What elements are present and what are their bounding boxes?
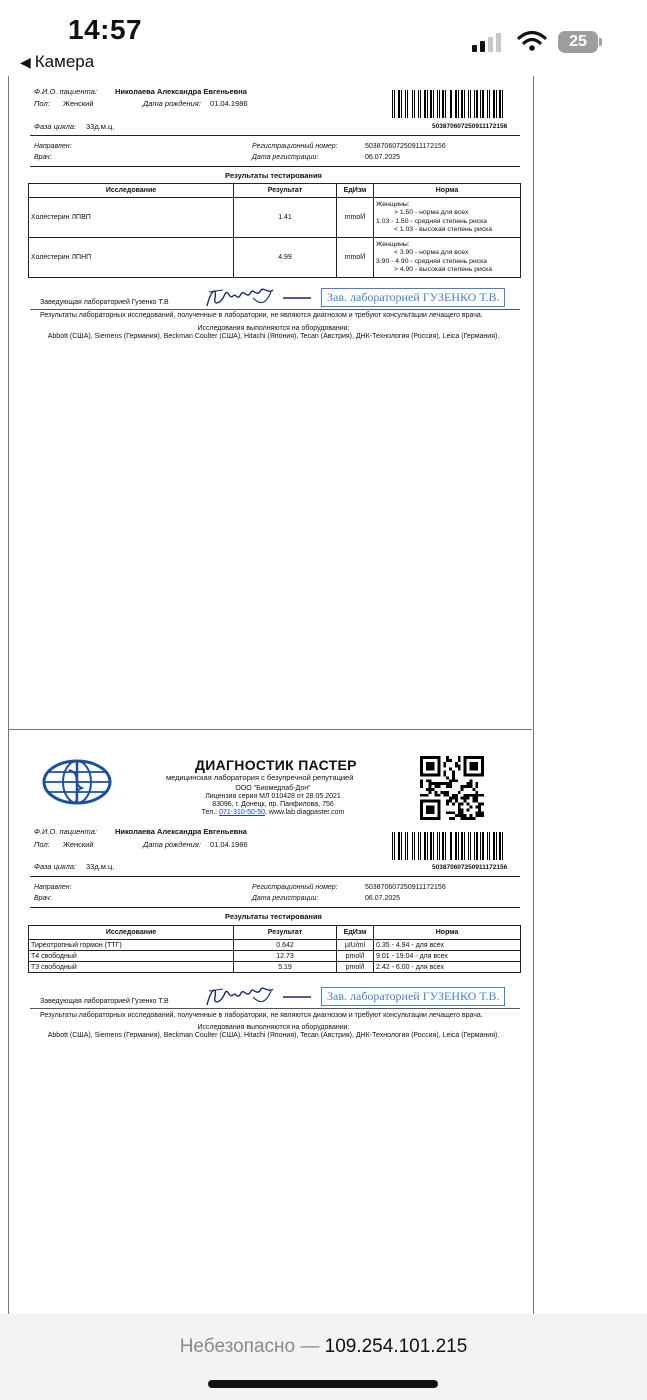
dob-value: 01.04.1986 [210, 840, 248, 849]
address-bar[interactable] [0, 1336, 647, 1358]
head-of-lab: Заведующая лабораторией Гузенко Т.В [40, 299, 169, 306]
divider [30, 1008, 520, 1009]
battery-icon: 25 [558, 31, 598, 53]
back-label: Камера [34, 52, 95, 71]
sex-label: Пол: [34, 99, 50, 108]
lab-site: , www.lab.diagpaster.com [265, 809, 345, 816]
results-table [28, 925, 521, 973]
cycle-value: 33д.м.ц. [86, 122, 115, 131]
signature-image [203, 983, 313, 1009]
barcode-number: 503870607250911172156 [432, 864, 508, 871]
table-row [29, 940, 521, 951]
tel-label: Тел.: [201, 809, 218, 816]
test-unit: pmol/l [337, 962, 374, 973]
col-norm: Норма [374, 184, 521, 198]
col-unit: ЕдИзм [337, 926, 374, 940]
dob-label: Дата рождения: [143, 99, 201, 108]
signature-image [203, 284, 313, 310]
stamp: Зав. лабораторией ГУЗЕНКО Т.В. [321, 987, 505, 1006]
head-of-lab: Заведующая лабораторией Гузенко Т.В [40, 998, 169, 1005]
reg-number-label: Регистрационный номер: [252, 884, 338, 891]
lab-address: 83096, г. Донецк, пр. Панфилова, 756 [212, 801, 334, 808]
referred-label: Направлен: [34, 884, 72, 891]
col-result: Результат [234, 926, 337, 940]
norm-line: < 1.03 - высокая степень риска [394, 226, 493, 233]
test-result: 4.99 [234, 238, 337, 278]
divider [30, 135, 520, 136]
norm-line: > 4.90 - высокая степень риска [394, 266, 493, 273]
col-unit: ЕдИзм [337, 184, 374, 198]
test-name: Тиреотропный гормон (ТТГ) [29, 940, 234, 951]
doctor-label: Врач: [34, 895, 52, 902]
equipment-list: Abbott (США), Siemens (Германия), Beckman Coulter (США), Hitachi (Япония), Tecan (Австрия), ДНК-Технология (Россия), Leica (Германия). [47, 1032, 500, 1039]
reg-number-label: Регистрационный номер: [252, 143, 338, 150]
test-unit: µIU/ml [337, 940, 374, 951]
test-name: Холестерин ЛПНП [29, 238, 234, 278]
lab-company: ООО "Биомедлаб-Дон" [235, 785, 311, 792]
test-norm [374, 238, 521, 278]
reg-date-label: Дата регистрации: [252, 895, 319, 902]
patient-label: Ф.И.О. пациента: [34, 87, 97, 96]
norm-line: 3.90 - 4.90 - средняя степень риска [376, 257, 488, 265]
reg-date-label: Дата регистрации: [252, 154, 319, 161]
cycle-label: Фаза цикла: [34, 122, 77, 131]
doctor-label: Врач: [34, 154, 52, 161]
norm-line: < 3.90 - норма для всех [394, 249, 469, 256]
barcode [392, 90, 506, 118]
stamp: Зав. лабораторией ГУЗЕНКО Т.В. [321, 288, 505, 307]
test-unit: mmol/l [337, 238, 374, 278]
cycle-value: 33д.м.ц. [86, 862, 115, 871]
test-norm: 9.01 - 19.04 - для всех [374, 951, 521, 962]
dob-value: 01.04.1986 [210, 99, 248, 108]
page-separator [8, 729, 532, 730]
results-title: Результаты тестирования [225, 912, 322, 921]
table-row [29, 238, 521, 278]
equipment-title: Исследования выполняются на оборудовании: [197, 1024, 350, 1031]
norm-line: Женщины: [376, 200, 410, 208]
disclaimer: Результаты лабораторных исследований, полученные в лаборатории, не являются диагнозом и требуют консультации лечащего врача. [40, 1012, 483, 1019]
table-header-row [29, 184, 521, 198]
cellular-signal-icon [472, 30, 504, 52]
results-title: Результаты тестирования [225, 171, 322, 180]
patient-name: Николаева Александра Евгеньевна [115, 87, 247, 96]
test-unit: pmol/l [337, 951, 374, 962]
norm-line: Женщины: [376, 240, 410, 248]
test-norm: 2.42 - 6.00 - для всех [374, 962, 521, 973]
test-unit: mmol/l [337, 198, 374, 238]
reg-date-value: 06.07.2025 [365, 154, 401, 161]
lab-tagline: медицинская лаборатория с безупречной репутацией [166, 773, 354, 782]
lab-license: Лицензия серия МЛ 010428 от 28.05.2021 [205, 793, 341, 800]
test-result: 5.19 [234, 962, 337, 973]
patient-name: Николаева Александра Евгеньевна [115, 827, 247, 836]
url-separator: — [295, 1336, 325, 1357]
lab-name: ДИАГНОСТИК ПАСТЕР [195, 757, 357, 773]
cycle-label: Фаза цикла: [34, 862, 77, 871]
test-name: Холестерин ЛПВП [29, 198, 234, 238]
table-header-row [29, 926, 521, 940]
equipment-list: Abbott (США), Siemens (Германия), Beckman Coulter (США), Hitachi (Япония), Tecan (Австрия), ДНК-Технология (Россия), Leica (Германия). [47, 333, 500, 340]
test-name: Т3 свободный [29, 962, 234, 973]
divider [30, 309, 520, 310]
test-result: 1.41 [234, 198, 337, 238]
test-result: 0.642 [234, 940, 337, 951]
status-time: 14:57 [68, 14, 143, 45]
norm-line: 1.03 - 1.50 - средняя степень риска [376, 217, 488, 225]
battery-cap [599, 38, 602, 46]
phone-link[interactable]: 071-310-50-50 [219, 809, 266, 816]
dob-label: Дата рождения: [143, 840, 201, 849]
table-row [29, 198, 521, 238]
divider [30, 907, 520, 908]
back-arrow-icon: ◀ [20, 54, 31, 70]
sex-label: Пол: [34, 840, 50, 849]
test-result: 12.73 [234, 951, 337, 962]
sex-value: Женский [63, 99, 94, 108]
barcode-number: 503870607250911172156 [432, 123, 508, 130]
table-row [29, 962, 521, 973]
insecure-label: Небезопасно [179, 1336, 296, 1357]
reg-number-value: 503870607250911172156 [365, 884, 446, 891]
col-norm: Норма [374, 926, 521, 940]
wifi-icon [517, 30, 547, 52]
back-to-camera-button[interactable] [20, 52, 94, 72]
divider [30, 166, 520, 167]
qr-code [419, 756, 485, 820]
home-indicator[interactable] [208, 1380, 438, 1388]
disclaimer: Результаты лабораторных исследований, полученные в лаборатории, не являются диагнозом и требуют консультации лечащего врача. [40, 312, 483, 319]
test-norm [374, 198, 521, 238]
reg-date-value: 06.07.2025 [365, 895, 401, 902]
barcode [392, 832, 506, 860]
url-host: 109.254.101.215 [324, 1336, 468, 1357]
divider [30, 876, 520, 877]
reg-number-value: 503870607250911172156 [365, 143, 446, 150]
patient-label: Ф.И.О. пациента: [34, 827, 97, 836]
test-norm: 0.35 - 4.94 - для всех [374, 940, 521, 951]
col-test: Исследование [29, 926, 234, 940]
col-test: Исследование [29, 184, 234, 198]
sex-value: Женский [63, 840, 94, 849]
norm-line: > 1.50 - норма для всех [394, 209, 469, 216]
table-row [29, 951, 521, 962]
referred-label: Направлен: [34, 143, 72, 150]
results-table [28, 183, 521, 278]
col-result: Результат [234, 184, 337, 198]
equipment-title: Исследования выполняются на оборудовании: [197, 325, 350, 332]
test-name: Т4 свободный [29, 951, 234, 962]
